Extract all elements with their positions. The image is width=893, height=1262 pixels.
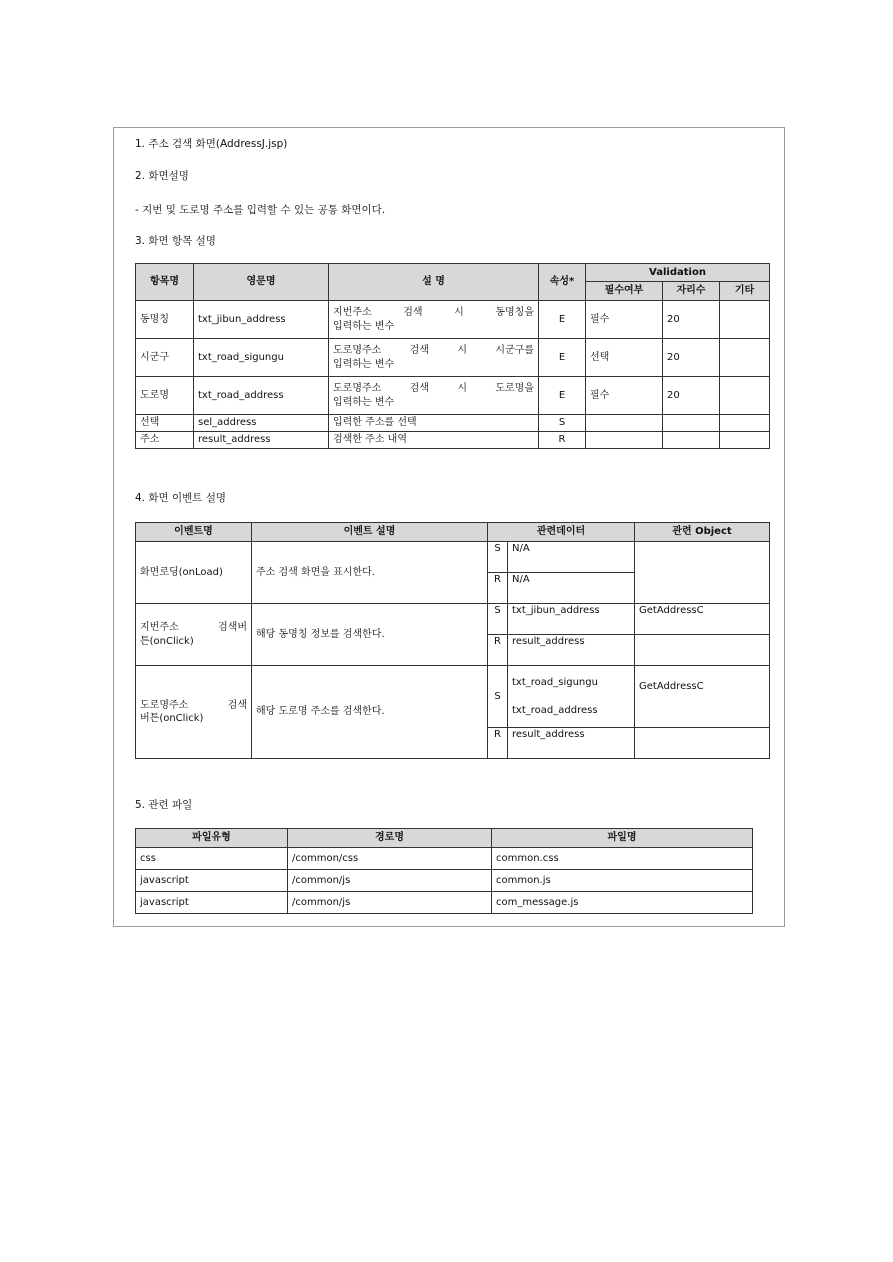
header-event-desc: 이벤트 설명 — [252, 523, 488, 542]
cell-eng: txt_road_sigungu — [194, 339, 329, 377]
event-desc: 해당 동명칭 정보를 검색한다. — [252, 604, 488, 666]
cell-name: 주소 — [136, 432, 194, 449]
data-tag: S — [488, 604, 508, 635]
cell-etc — [720, 415, 770, 432]
cell-required: 선택 — [586, 339, 663, 377]
cell-path: /common/js — [288, 870, 492, 892]
item-table — [135, 263, 770, 449]
cell-file: common.css — [492, 848, 753, 870]
data-value: N/A — [508, 573, 635, 604]
header-related-object: 관련 Object — [635, 523, 770, 542]
header-event-name: 이벤트명 — [136, 523, 252, 542]
cell-desc: 도로명주소 검색 시 시군구를 입력하는 변수 — [329, 339, 539, 377]
table-row — [136, 377, 770, 415]
cell-required: 필수 — [586, 377, 663, 415]
cell-digits — [663, 415, 720, 432]
cell-eng: txt_jibun_address — [194, 301, 329, 339]
data-value: N/A — [508, 542, 635, 573]
header-validation: Validation — [586, 264, 770, 282]
cell-eng: sel_address — [194, 415, 329, 432]
header-eng-name: 영문명 — [194, 264, 329, 301]
cell-desc: 지번주소 검색 시 동명칭을 입력하는 변수 — [329, 301, 539, 339]
event-name: 화면로딩(onLoad) — [136, 542, 252, 604]
data-value: result_address — [508, 728, 635, 759]
cell-required — [586, 415, 663, 432]
header-description: 설 명 — [329, 264, 539, 301]
event-name: 지번주소 검색버 튼(onClick) — [136, 604, 252, 666]
cell-attr: E — [539, 377, 586, 415]
related-object-empty — [635, 728, 770, 759]
event-desc: 주소 검색 화면을 표시한다. — [252, 542, 488, 604]
cell-attr: E — [539, 301, 586, 339]
table-row — [136, 848, 753, 870]
section3-title: 3. 화면 항목 설명 — [135, 235, 216, 247]
cell-desc: 입력한 주소를 선택 — [329, 415, 539, 432]
cell-etc — [720, 339, 770, 377]
cell-file: common.js — [492, 870, 753, 892]
cell-type: javascript — [136, 870, 288, 892]
table-row — [136, 666, 770, 728]
header-item-name: 항목명 — [136, 264, 194, 301]
cell-name: 동명칭 — [136, 301, 194, 339]
section2-title: 2. 화면설명 — [135, 170, 189, 182]
related-object: GetAddressC — [635, 604, 770, 635]
related-object — [635, 542, 770, 604]
data-value: txt_jibun_address — [508, 604, 635, 635]
header-file-name: 파일명 — [492, 829, 753, 848]
cell-required — [586, 432, 663, 449]
cell-eng: txt_road_address — [194, 377, 329, 415]
cell-name: 시군구 — [136, 339, 194, 377]
cell-attr: E — [539, 339, 586, 377]
cell-attr: R — [539, 432, 586, 449]
related-object-empty — [635, 635, 770, 666]
table-row — [136, 892, 753, 914]
related-object: GetAddressC — [635, 666, 770, 728]
cell-etc — [720, 301, 770, 339]
table-row — [136, 870, 753, 892]
cell-etc — [720, 432, 770, 449]
table-row — [136, 542, 770, 573]
data-tag: R — [488, 728, 508, 759]
data-value: txt_road_sigungu txt_road_address — [508, 666, 635, 728]
header-etc: 기타 — [720, 282, 770, 301]
section4-title: 4. 화면 이벤트 설명 — [135, 492, 227, 504]
cell-digits: 20 — [663, 339, 720, 377]
cell-type: css — [136, 848, 288, 870]
header-file-type: 파일유형 — [136, 829, 288, 848]
cell-name: 도로명 — [136, 377, 194, 415]
cell-file: com_message.js — [492, 892, 753, 914]
table-row — [136, 432, 770, 449]
cell-desc: 도로명주소 검색 시 도로명을 입력하는 변수 — [329, 377, 539, 415]
header-digits: 자리수 — [663, 282, 720, 301]
cell-digits — [663, 432, 720, 449]
cell-digits: 20 — [663, 377, 720, 415]
header-path: 경로명 — [288, 829, 492, 848]
data-tag: S — [488, 542, 508, 573]
section1-title: 1. 주소 검색 화면(AddressJ.jsp) — [135, 138, 288, 150]
cell-path: /common/css — [288, 848, 492, 870]
data-value: result_address — [508, 635, 635, 666]
data-tag: R — [488, 635, 508, 666]
data-tag: R — [488, 573, 508, 604]
cell-attr: S — [539, 415, 586, 432]
cell-etc — [720, 377, 770, 415]
file-table — [135, 828, 753, 914]
table-row — [136, 339, 770, 377]
header-attribute: 속성* — [539, 264, 586, 301]
table-row — [136, 301, 770, 339]
section5-title: 5. 관련 파일 — [135, 799, 193, 811]
header-related-data: 관련데이터 — [488, 523, 635, 542]
cell-type: javascript — [136, 892, 288, 914]
event-name: 도로명주소 검색 버튼(onClick) — [136, 666, 252, 759]
header-required: 필수여부 — [586, 282, 663, 301]
cell-path: /common/js — [288, 892, 492, 914]
event-table — [135, 522, 770, 759]
cell-name: 선택 — [136, 415, 194, 432]
section2-text: - 지번 및 도로명 주소를 입력할 수 있는 공통 화면이다. — [135, 204, 386, 216]
event-desc: 해당 도로명 주소를 검색한다. — [252, 666, 488, 759]
cell-eng: result_address — [194, 432, 329, 449]
data-tag: S — [488, 666, 508, 728]
cell-required: 필수 — [586, 301, 663, 339]
cell-desc: 검색한 주소 내역 — [329, 432, 539, 449]
table-row — [136, 604, 770, 635]
table-row — [136, 415, 770, 432]
cell-digits: 20 — [663, 301, 720, 339]
